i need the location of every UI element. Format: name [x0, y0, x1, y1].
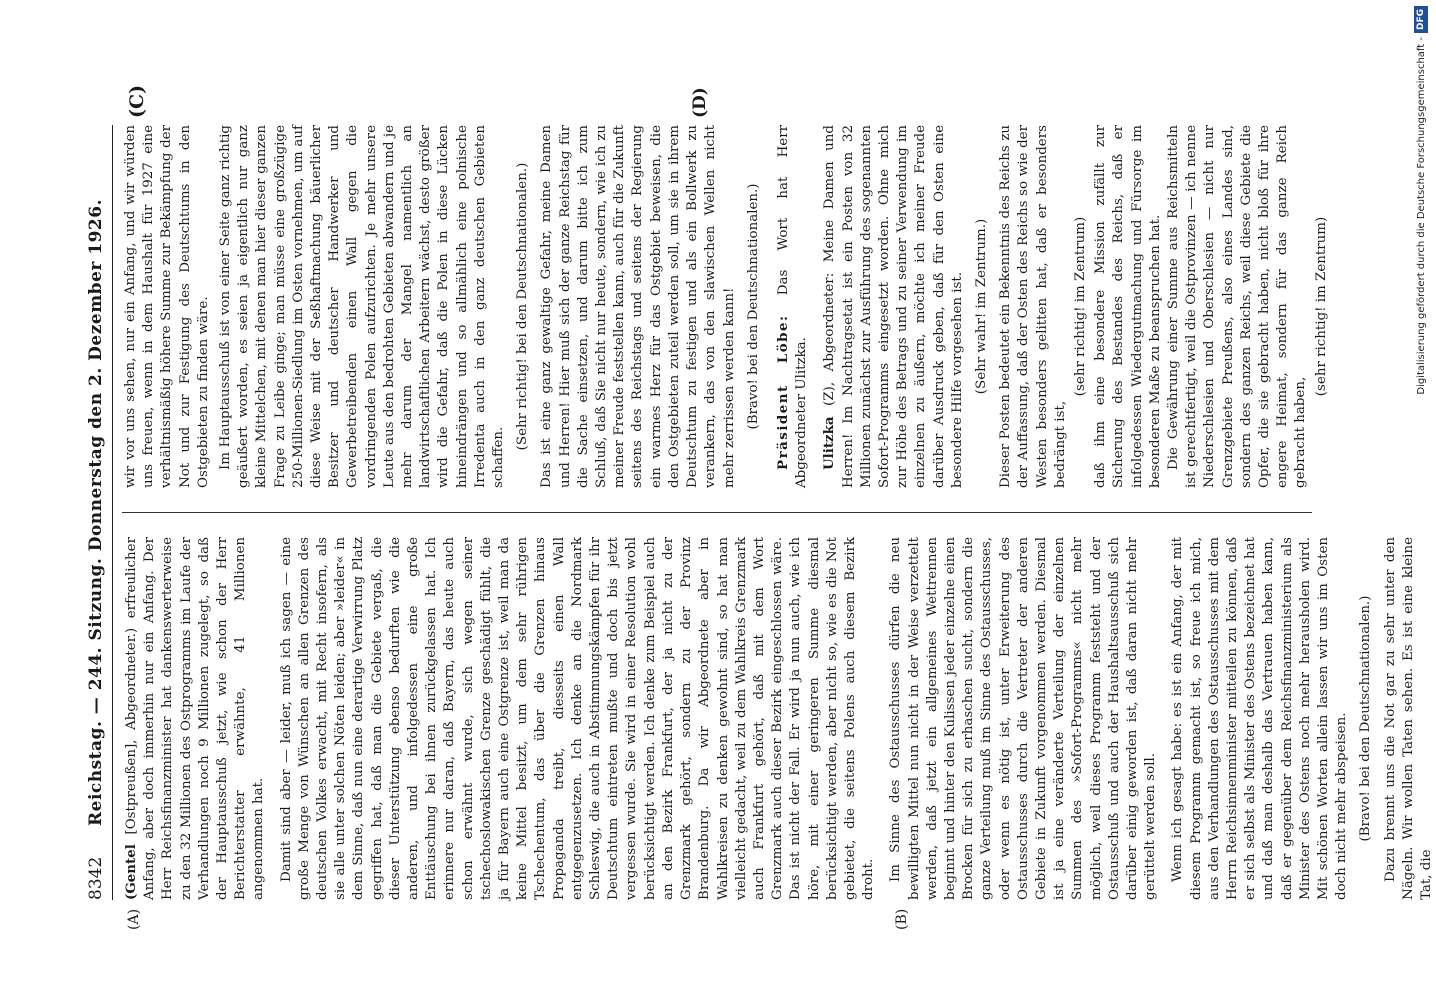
speech-paragraph: Im Sinne des Ostausschusses dürfen die neu bewilligten Mittel nun nicht in der Weise verzettelt werden, daß jetzt ein allgemeines Wettrennen beginnt und hinter den Kulissen jeder einzelne einen Brocken für sich zu erhaschen sucht, sondern die ganze Verteilung muß im Sinne des Ostausschusses, oder wenn es nötig ist, unter Erweiterung des Ostausschusses durch die Vertreter der anderen Gebiete in Zukunft vorgenommen werden. Diesmal ist ja eine veränderte Verteilung der einzelnen Summen des »Sofort-Programms« nicht mehr möglich, weil dieses Programm feststeht und der Ostausschuß und auch der Haushaltsausschuß sich darüber einig geworden ist, daß daran nicht mehr gerüttelt werden soll.: [888, 537, 1159, 900]
margin-marker-a: (A): [126, 908, 142, 930]
running-title: Reichstag. — 244. Sitzung. Donnerstag den 2. Dezember 1926.: [86, 199, 106, 826]
speech-paragraph: wir vor uns sehen, nur ein Anfang, und wir würden uns freuen, wenn in dem Haushalt für 1927 eine verhältnismäßig höhere Summe zur Bekämpfung der Not und zur Festigung des Deutschtums in den Ostgebieten zu finden wäre.: [123, 125, 211, 488]
interjection: (Sehr richtig! bei den Deutschnationalen.): [515, 162, 531, 451]
page-number: 8342: [86, 856, 106, 900]
margin-marker-c: (C): [126, 84, 148, 118]
left-column: [122, 536, 1435, 900]
speech-paragraph: Die Gewährung einer Summe aus Reichsmitteln ist gerechtfertigt, weil die Ostprovinzen — ich nenne Niederschlesien und Oberschlesien — nicht nur Grenzgebiete Preußens, also eines Landes sind, sondern des ganzen Reichs, weil diese Gebiete die Opfer, die sie gebracht haben, nicht bloß für ihre engere Heimat, sondern für das ganze Reich gebracht haben,: [1165, 125, 1309, 488]
speech-paragraph: Dieser Posten bedeutet ein Bekenntnis des Reichs zu der Auffassung, daß der Osten des Reichs so wie der Westen besonders gelitten hat, daß er besonders bedrängt ist,: [998, 125, 1068, 488]
speaker-name: (Gentel: [123, 844, 139, 900]
margin-marker-b: (B): [894, 908, 910, 930]
paragraph-text: [Ostpreußen], Abgeordneter.) erfreulicher Anfang, aber doch immerhin nur ein Anfang. Der Herr Reichsfinanzminister hat dankenswerterweise zu den 32 Millionen des Ostprogramms im Laufe der Verhandlungen noch 9 Millionen zugelegt, so daß der Hauptausschuß jetzt, wie schon der Herr Berichterstatter erwähnte, 41 Millionen angenommen hat.: [124, 536, 267, 900]
speaker-name: Ulitzka: [821, 416, 838, 470]
interjection: (sehr richtig! im Zentrum): [1072, 216, 1088, 397]
president-statement: [774, 125, 811, 488]
digitization-note: Digitalisierung gefördert durch die Deutsche Forschungsgemeinschaft -: [1416, 37, 1427, 395]
speech-paragraph: Wenn ich gesagt habe: es ist ein Anfang, der mit diesem Programm gemacht ist, so freue ich mich, aus den Verhandlungen des Ostausschusses mit dem Herrn Reichsinnenminister mitteilen zu können, daß er sich selbst als Minister des Ostens bezeichnet hat und daß man deshalb das Vertrauen haben kann, daß er gegenüber dem Reichsfinanzministerium als Minister des Ostens noch mehr herausholen wird. Mit schönen Worten allein lassen wir uns im Osten doch nicht mehr abspeisen.: [1170, 537, 1350, 900]
right-column: [122, 124, 1329, 488]
digitization-credit-bar: [1413, 6, 1431, 996]
speech-paragraph: Dazu brennt uns die Not gar zu sehr unter den Nägeln. Wir wollen Taten sehen. Es ist eine kleine Tat, die: [1382, 537, 1435, 900]
speech-paragraph: Im Hauptausschuß ist von einer Seite ganz richtig geäußert worden, es seien ja eigentlich nur ganz kleine Mittelchen, mit denen man hier dieser ganzen Frage zu Leibe ginge; man müsse eine großzügige 250-Millionen-Siedlung im Osten vornehmen, um auf diese Weise mit der Seßhaftmachung bäuerlicher Besitzer und deutscher Handwerker und Gewerbetreibenden einen Wall gegen die vordringenden Polen aufzurichten. Je mehr unsere Leute aus den bedrohten Gebieten abwandern und je mehr darum der Mangel namentlich an landwirtschaftlichen Arbeitern wächst, desto größer wird die Gefahr, daß die Polen in diese Lücken hineindrängen und so allmählich eine polnische Irredenta auch in den ganz deutschen Gebieten schaffen.: [218, 125, 507, 488]
interjection: (sehr richtig! im Zentrum): [1313, 216, 1329, 397]
speech-paragraph: Das ist eine ganz gewaltige Gefahr, meine Damen und Herren! Hier muß sich der ganze Reichstag für die Sache einsetzen, und darum bitte ich zum Schluß, daß Sie nicht nur heute, sondern, wie ich zu meiner Freude feststellen kann, auch für die Zukunft seitens des Reichstags und seitens der Regierung ein warmes Herz für das Ostgebiet beweisen, die den Ostgebieten zuteil werden soll, um sie in ihrem Deutschtum zu festigen und als ein Bollwerk zu verankern, das von den slawischen Wellen nicht mehr zerrissen werden kann!: [539, 125, 737, 488]
president-text: Das Wort hat Herr Abgeordneter Ulitzka.: [775, 125, 810, 488]
speech-paragraph: Damit sind aber — leider, muß ich sagen — eine große Menge von Wünschen an allen Grenzen des deutschen Volkes erwacht, mit Recht insofern, als sie alle unter solchen Nöten leiden; aber »leider« in dem Sinne, daß nun eine derartige Verwirrung Platz gegriffen hat, daß man die Gebiete vergaß, die dieser Unterstützung ebenso bedurften wie die anderen, und infolgedessen eine große Enttäuschung bei ihnen zurückgelassen hat. Ich erinnere nur daran, daß Bayern, das heute auch schon erwähnt wurde, sich wegen seiner tschechoslowakischen Grenze geschädigt fühlt, die ja für Bayern auch eine Ostgrenze ist, weil man da keine Mittel besitzt, um dem sehr rührigen Tschechentum, das über die Grenzen hinaus Propaganda treibt, diesseits einen Wall entgegenzusetzen. Ich denke an die Nordmark Schleswig, die auch in Abstimmungskämpfen für ihr Deutschtum eintreten mußte und doch bis jetzt vergessen wurde. Sie wird in einer Resolution wohl berücksichtigt werden. Ich denke zum Beispiel auch an den Bezirk Frankfurt, der ja nicht zu der Grenzmark gehört, sondern zu der Provinz Brandenburg. Da wir Abgeordnete aber in Wahlkreisen zu denken gewohnt sind, so hat man vielleicht gedacht, weil zu dem Wahlkreis Grenzmark auch Frankfurt gehört, daß mit dem Wort Grenzmark auch dieser Bezirk eingeschlossen wäre. Das ist nicht der Fall. Er wird ja nun auch, wie ich höre, mit einer geringeren Summe diesmal berücksichtigt werden, aber nicht so, wie es die Not gebietet, die seitens Polens auch diesem Bezirk droht.: [278, 537, 877, 900]
paragraph-text: (Z), Abgeordneter: Meine Damen und Herren! Im Nachtragsetat ist ein Posten von 32 Millionen zunächst zur Ausführung des sogenannten Sofort-Programms eingesetzt worden. Ohne mich zur Höhe des Betrags und zu seiner Verwendung im einzelnen zu äußern, möchte ich meiner Freude darüber Ausdruck geben, daß für den Osten eine besondere Hilfe vorgesehen ist.: [822, 124, 965, 488]
margin-marker-d: (D): [690, 87, 710, 118]
speech-paragraph: [820, 125, 967, 488]
page-header: [82, 125, 113, 900]
interjection: (Bravo! bei den Deutschnationalen.): [1358, 595, 1374, 842]
column-divider: [122, 512, 1312, 513]
president-label: Präsident Löbe:: [774, 314, 791, 470]
interjection: (Bravo! bei den Deutschnationalen.): [745, 183, 761, 430]
dfg-logo: DFG: [1414, 6, 1428, 33]
speech-paragraph: daß ihm eine besondere Mission zufällt zur Sicherung des Bestandes des Reichs, daß er infolgedessen Wiedergutmachung und Fürsorge im besonderen Maße zu beanspruchen hat.: [1093, 125, 1163, 488]
interjection: (Sehr wahr! im Zentrum.): [973, 218, 989, 395]
speech-paragraph: [122, 537, 269, 900]
